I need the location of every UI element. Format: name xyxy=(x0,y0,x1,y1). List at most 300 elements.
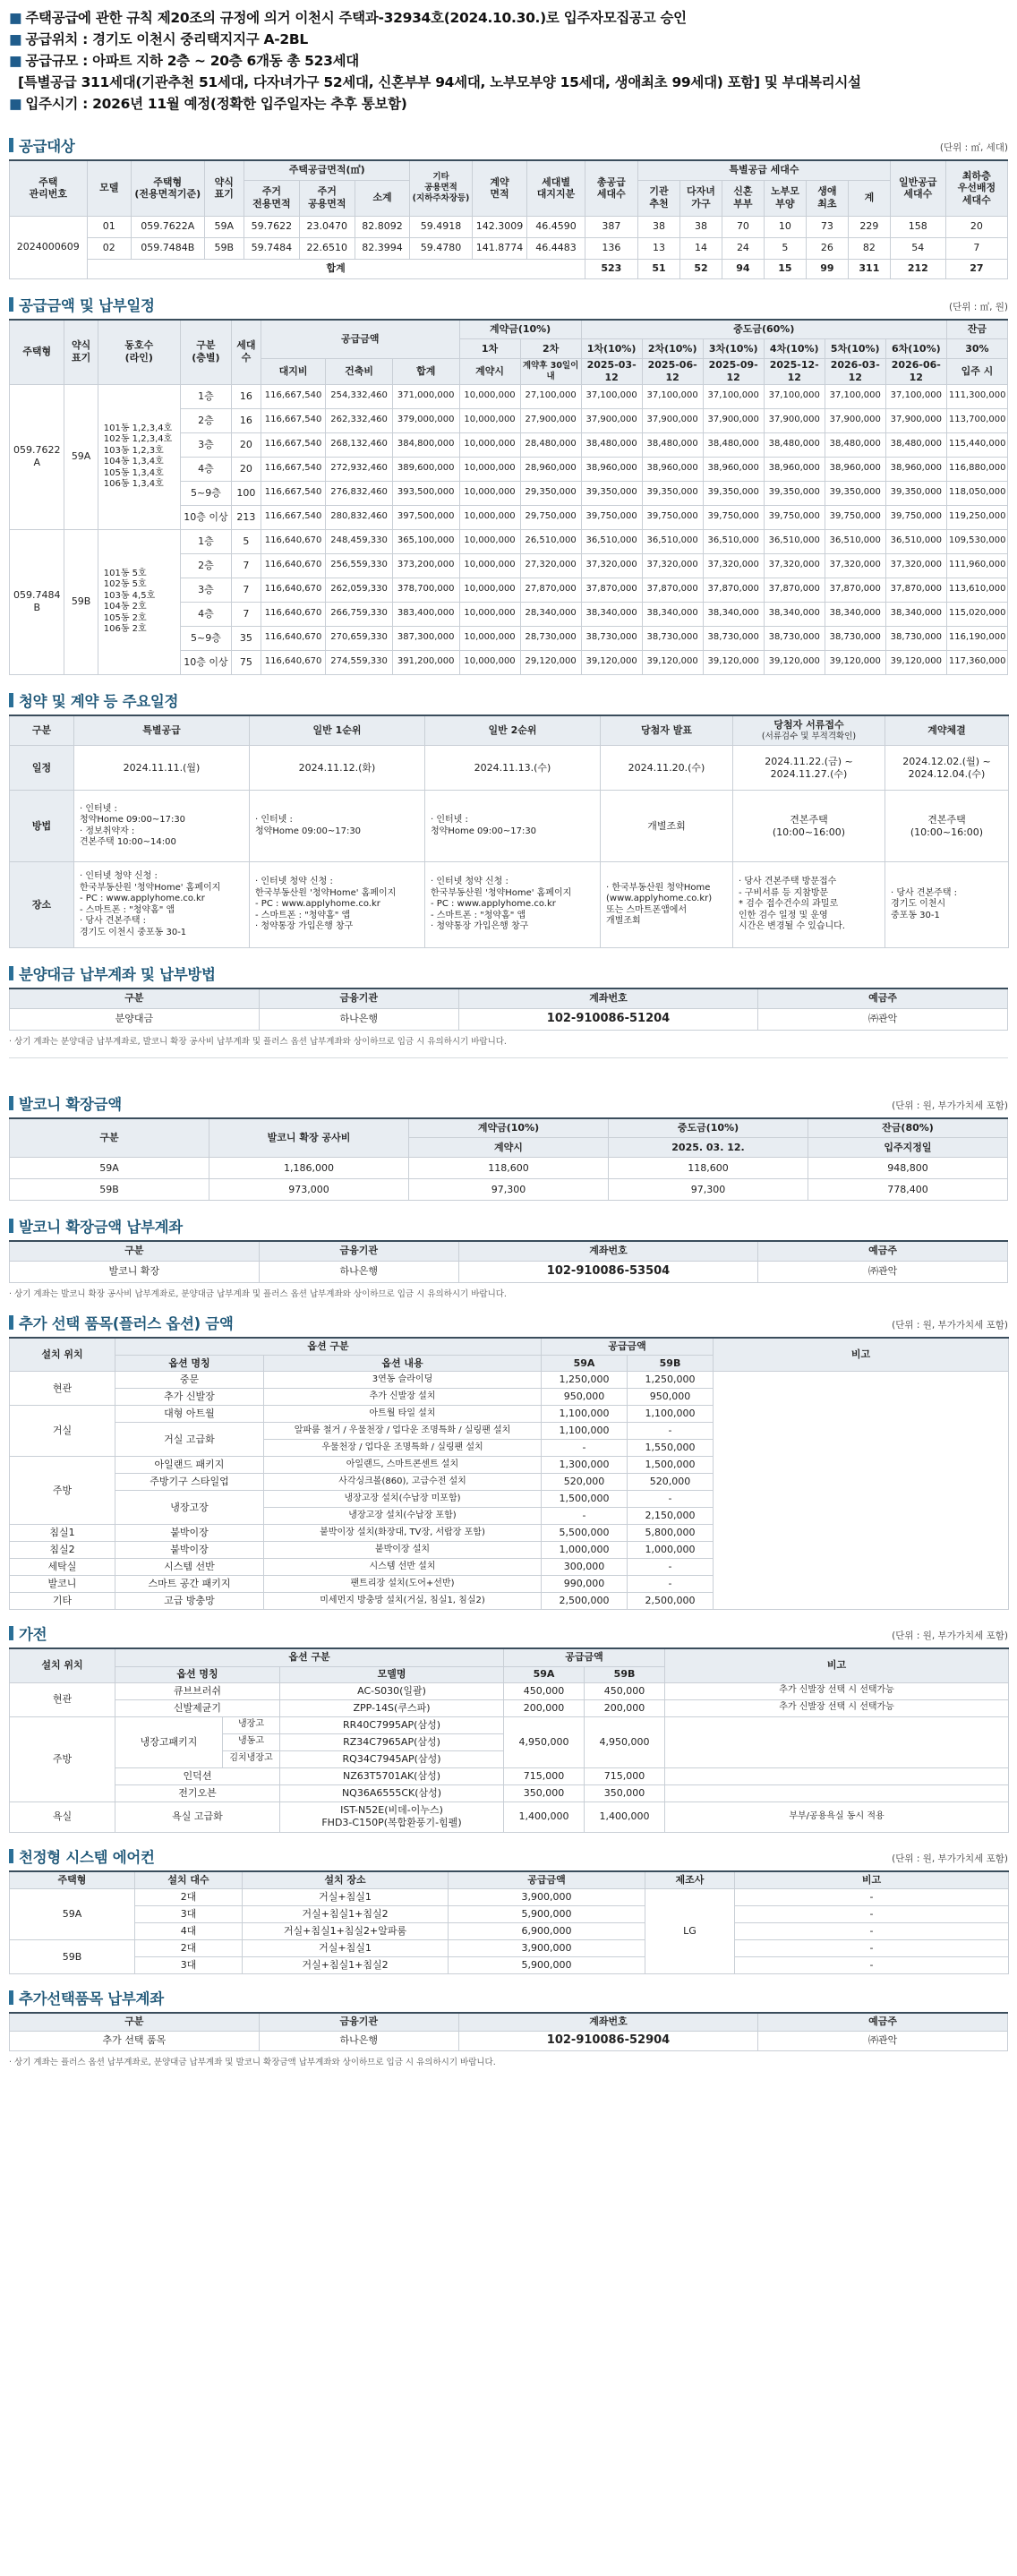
app-name: 욕실 고급화 xyxy=(115,1801,280,1832)
app-model: AC-S030(일괄) xyxy=(280,1682,504,1699)
account1-note: · 상기 계좌는 분양대금 납부계좌로, 발코니 확장 공사비 납부계좌 및 플러스 옵션 납부계좌와 상이하므로 입금 시 유의하시기 바랍니다. xyxy=(9,1036,507,1047)
ac-note: - xyxy=(735,1889,1009,1906)
pay-cell: 35 xyxy=(231,626,261,650)
acc3-holder: ㈜관악 xyxy=(758,2031,1008,2050)
opt-content: 붙박이장 설치 xyxy=(264,1542,542,1559)
supply-h-symbol: 약식 표기 xyxy=(204,160,244,216)
pay-cell: 20 xyxy=(231,432,261,457)
opt-h-group: 옵션 구분 xyxy=(115,1338,542,1356)
supply-h-exclusive: 주거 전용면적 xyxy=(244,180,300,216)
opt-price-b: 950,000 xyxy=(628,1389,714,1406)
options-title: 추가 선택 품목(플러스 옵션) 금액 xyxy=(9,1312,234,1333)
balcony-cell: 118,600 xyxy=(409,1158,609,1179)
opt-name: 아일랜드 패키지 xyxy=(115,1457,264,1474)
pay-cell: 10,000,000 xyxy=(459,384,520,408)
opt-price-a: - xyxy=(542,1440,628,1457)
acc1-h-number: 계좌번호 xyxy=(458,988,758,1008)
pay-cell: 2층 xyxy=(180,408,231,432)
pay-cell: 37,900,000 xyxy=(764,408,825,432)
opt-price-a: 520,000 xyxy=(542,1474,628,1491)
pay-cell: 39,120,000 xyxy=(703,650,764,674)
supply-cell: 141.8774 xyxy=(472,237,527,259)
payment-unit: (단위 : ㎡, 원) xyxy=(948,301,1008,312)
opt-price-a: 1,100,000 xyxy=(542,1406,628,1423)
pay-cell: 37,900,000 xyxy=(703,408,764,432)
pay-cell: 38,960,000 xyxy=(642,457,703,481)
supply-unit: (단위 : ㎡, 세대) xyxy=(939,142,1008,153)
ac-maker: LG xyxy=(645,1889,735,1974)
supply-cell: 13 xyxy=(638,237,680,259)
aircon-title: 천정형 시스템 에어컨 xyxy=(9,1845,155,1867)
opt-price-a: 950,000 xyxy=(542,1389,628,1406)
pay-cell: 113,610,000 xyxy=(946,578,1007,602)
sched-method-label: 방법 xyxy=(10,791,74,862)
ac-note: - xyxy=(735,1923,1009,1940)
supply-cell: 059.7484B xyxy=(131,237,204,259)
pay-cell: 39,350,000 xyxy=(703,481,764,505)
pay-cell: 389,600,000 xyxy=(392,457,459,481)
opt-h-a: 59A xyxy=(542,1356,628,1372)
sched-place-announce: · 한국부동산원 청약Home (www.applyhome.co.kr) 또는 스마트폰앱에서 개별조회 xyxy=(601,862,733,948)
ac-note: - xyxy=(735,1940,1009,1957)
intro-line-special: [특별공급 311세대(기관추천 51세대, 다자녀가구 52세대, 신혼부부 94세대, 노부모부양 15세대, 생애최초 99세대) 포함] 및 부대복리시설 xyxy=(18,74,861,90)
pay-cell: 38,340,000 xyxy=(642,602,703,626)
pay-cell: 7 xyxy=(231,578,261,602)
pay-h-dong: 동호수 (라인) xyxy=(98,320,180,385)
opt-name: 추가 신발장 xyxy=(115,1389,264,1406)
app-note: 추가 신발장 선택 시 선택가능 xyxy=(665,1682,1009,1699)
pay-h-bldg: 건축비 xyxy=(326,359,393,385)
pay-cell: 38,480,000 xyxy=(642,432,703,457)
supply-cell: 158 xyxy=(890,216,945,237)
pay-cell: 37,320,000 xyxy=(885,553,946,578)
pay-cell: 116,190,000 xyxy=(946,626,1007,650)
pay-cell: 39,120,000 xyxy=(581,650,642,674)
pay-cell: 37,100,000 xyxy=(581,384,642,408)
pay-cell: 7 xyxy=(231,602,261,626)
bal-h-dep: 계약금(10%) xyxy=(409,1118,609,1138)
divider xyxy=(9,1057,1008,1058)
pay-cell: 4층 xyxy=(180,602,231,626)
pay-cell: 391,200,000 xyxy=(392,650,459,674)
pay-dong: 101동 5호 102동 5호 103동 4,5호 104동 2호 105동 2호 106동 2호 xyxy=(98,529,180,674)
pay-h-m5: 5차(10%) xyxy=(825,339,885,359)
pay-cell: 38,730,000 xyxy=(581,626,642,650)
pay-h-d2: 2차 xyxy=(520,339,581,359)
balcony-cell: 1,186,000 xyxy=(209,1158,409,1179)
supply-h-special: 특별공급 세대수 xyxy=(638,160,891,180)
pay-cell: 20 xyxy=(231,457,261,481)
app-model: RR40C7995AP(삼성) xyxy=(280,1716,504,1733)
supply-cell: 54 xyxy=(890,237,945,259)
opt-loc: 침실2 xyxy=(10,1542,115,1559)
sched-date-docs: 2024.11.22.(금) ~ 2024.11.27.(수) xyxy=(733,746,885,791)
pay-cell: 38,340,000 xyxy=(764,602,825,626)
supply-cell: 59.4918 xyxy=(410,216,472,237)
app-price-b: 4,950,000 xyxy=(585,1716,665,1767)
pay-cell: 5~9층 xyxy=(180,626,231,650)
sched-method-docs: 견본주택 (10:00~16:00) xyxy=(733,791,885,862)
sched-date-announce: 2024.11.20.(수) xyxy=(601,746,733,791)
pay-cell: 7 xyxy=(231,553,261,578)
pay-cell: 29,350,000 xyxy=(520,481,581,505)
opt-name: 붙박이장 xyxy=(115,1525,264,1542)
pay-cell: 37,870,000 xyxy=(885,578,946,602)
sched-date-contract: 2024.12.02.(월) ~ 2024.12.04.(수) xyxy=(885,746,1009,791)
pay-cell: 378,700,000 xyxy=(392,578,459,602)
sched-method-second: · 인터넷 : 청약Home 09:00~17:30 xyxy=(425,791,601,862)
acc1-h-holder: 예금주 xyxy=(758,988,1008,1008)
opt-price-a: 1,300,000 xyxy=(542,1457,628,1474)
sched-place-special: · 인터넷 청약 신청 : 한국부동산원 '청약Home' 홈페이지 - PC : www.applyhome.co.kr - 스마트폰 : "청약홈" 앱 · 당사 견본주택 : 경기도 이천시 중포동 30-1 xyxy=(74,862,250,948)
supply-cell: 59B xyxy=(204,237,244,259)
pay-cell: 37,320,000 xyxy=(825,553,885,578)
balcony-cell: 778,400 xyxy=(808,1179,1008,1201)
supply-cell: 5 xyxy=(764,237,806,259)
supply-h-general: 일반공급 세대수 xyxy=(890,160,945,216)
opt-price-b: - xyxy=(628,1576,714,1593)
app-model: NQ36A6555CK(삼성) xyxy=(280,1784,504,1801)
bal-h-bal-s: 입주지정일 xyxy=(808,1138,1008,1158)
app-note: 추가 신발장 선택 시 선택가능 xyxy=(665,1699,1009,1716)
supply-cell: 26 xyxy=(806,237,848,259)
pay-cell: 39,120,000 xyxy=(764,650,825,674)
acc1-h-type: 구분 xyxy=(10,988,260,1008)
ac-price: 5,900,000 xyxy=(449,1957,645,1974)
opt-price-b: 1,100,000 xyxy=(628,1406,714,1423)
pay-h-m3: 3차(10%) xyxy=(703,339,764,359)
opt-name: 대형 아트월 xyxy=(115,1406,264,1423)
options-header xyxy=(9,1310,1008,1333)
pay-cell: 10층 이상 xyxy=(180,650,231,674)
opt-name: 중문 xyxy=(115,1372,264,1389)
pay-h-md1: 2025-03-12 xyxy=(581,359,642,385)
pay-cell: 5 xyxy=(231,529,261,553)
supply-table xyxy=(9,159,1008,279)
intro-line-scale: ■ 공급규모 : 아파트 지하 2층 ~ 20층 6개동 총 523세대 xyxy=(9,53,359,69)
pay-cell: 27,320,000 xyxy=(520,553,581,578)
acc1-holder: ㈜관악 xyxy=(758,1008,1008,1030)
pay-cell: 3층 xyxy=(180,578,231,602)
ac-h-maker: 제조사 xyxy=(645,1871,735,1889)
supply-h-mgmt: 주택 관리번호 xyxy=(10,160,88,216)
pay-cell: 213 xyxy=(231,505,261,529)
ac-h-type: 주택형 xyxy=(10,1871,135,1889)
pay-cell: 276,832,460 xyxy=(326,481,393,505)
opt-content: 시스템 선반 설치 xyxy=(264,1559,542,1576)
account3-title: 추가선택품목 납부계좌 xyxy=(9,1987,164,2008)
app-price-a: 4,950,000 xyxy=(504,1716,585,1767)
pay-cell: 379,000,000 xyxy=(392,408,459,432)
ac-note: - xyxy=(735,1906,1009,1923)
bal-h-mid-s: 2025. 03. 12. xyxy=(609,1138,808,1158)
supply-h-land: 세대별 대지지분 xyxy=(527,160,585,216)
options-table xyxy=(9,1337,1009,1611)
opt-price-b: 1,500,000 xyxy=(628,1457,714,1474)
supply-total-cell: 99 xyxy=(806,259,848,278)
pay-cell: 116,667,540 xyxy=(261,481,325,505)
opt-h-content: 옵션 내용 xyxy=(264,1356,542,1372)
pay-cell: 39,120,000 xyxy=(825,650,885,674)
supply-h-subtotal: 소계 xyxy=(355,180,410,216)
opt-price-a: 1,100,000 xyxy=(542,1423,628,1440)
ac-place: 거실+침실1+침실2 xyxy=(243,1906,449,1923)
opt-content: 우물천장 / 업다운 조명특화 / 실링팬 설치 xyxy=(264,1440,542,1457)
pay-cell: 37,100,000 xyxy=(703,384,764,408)
sched-date-special: 2024.11.11.(월) xyxy=(74,746,250,791)
app-price-a: 1,400,000 xyxy=(504,1801,585,1832)
pay-cell: 262,332,460 xyxy=(326,408,393,432)
app-sub: 냉장고 xyxy=(223,1716,280,1733)
supply-cell: 38 xyxy=(679,216,722,237)
pay-cell: 37,320,000 xyxy=(764,553,825,578)
pay-cell: 10,000,000 xyxy=(459,626,520,650)
pay-cell: 29,120,000 xyxy=(520,650,581,674)
pay-h-md4: 2025-12-12 xyxy=(764,359,825,385)
pay-cell: 10,000,000 xyxy=(459,432,520,457)
opt-price-b: - xyxy=(628,1491,714,1508)
schedule-title: 청약 및 계약 등 주요일정 xyxy=(9,689,178,711)
pay-h-d1s: 계약시 xyxy=(459,359,520,385)
pay-cell: 37,100,000 xyxy=(642,384,703,408)
ac-count: 3대 xyxy=(135,1906,243,1923)
pay-cell: 37,900,000 xyxy=(642,408,703,432)
opt-name: 스마트 공간 패키지 xyxy=(115,1576,264,1593)
app-name: 큐브브러쉬 xyxy=(115,1682,280,1699)
pay-cell: 37,900,000 xyxy=(581,408,642,432)
app-h-price: 공급금액 xyxy=(504,1648,665,1666)
account2-header xyxy=(9,1213,1008,1237)
opt-h-loc: 설치 위치 xyxy=(10,1338,115,1372)
pay-cell: 116,640,670 xyxy=(261,650,325,674)
pay-cell: 26,510,000 xyxy=(520,529,581,553)
acc3-h-type: 구분 xyxy=(10,2013,260,2031)
pay-cell: 393,500,000 xyxy=(392,481,459,505)
sched-h-type: 구분 xyxy=(10,715,74,746)
intro-line-approval: ■ 주택공급에 관한 규칙 제20조의 규정에 의거 이천시 주택과-32934호(2024.10.30.)로 입주자모집공고 승인 xyxy=(9,10,687,26)
opt-name: 냉장고장 xyxy=(115,1491,264,1525)
ac-place: 거실+침실1 xyxy=(243,1940,449,1957)
opt-name: 주방기구 스타일업 xyxy=(115,1474,264,1491)
pay-h-md3: 2025-09-12 xyxy=(703,359,764,385)
pay-cell: 10,000,000 xyxy=(459,408,520,432)
pay-cell: 38,730,000 xyxy=(825,626,885,650)
pay-cell: 10,000,000 xyxy=(459,553,520,578)
pay-h-symbol: 약식 표기 xyxy=(64,320,98,385)
pay-cell: 16 xyxy=(231,408,261,432)
acc3-h-bank: 금융기관 xyxy=(259,2013,458,2031)
pay-cell: 262,059,330 xyxy=(326,578,393,602)
sched-method-special: · 인터넷 : 청약Home 09:00~17:30 · 정보취약자 : 견본주택 10:00~14:00 xyxy=(74,791,250,862)
appliances-unit: (단위 : 원, 부가가치세 포함) xyxy=(892,1630,1008,1641)
ac-h-price: 공급금액 xyxy=(449,1871,645,1889)
opt-content: 붙박이장 설치(화장대, TV장, 서랍장 포함) xyxy=(264,1525,542,1542)
acc3-type: 추가 선택 품목 xyxy=(10,2031,260,2050)
account2-table xyxy=(9,1240,1008,1283)
pay-cell: 10,000,000 xyxy=(459,481,520,505)
pay-cell: 116,667,540 xyxy=(261,457,325,481)
supply-h-inst: 기관 추천 xyxy=(638,180,680,216)
pay-cell: 37,870,000 xyxy=(764,578,825,602)
ac-type: 59A xyxy=(10,1889,135,1940)
ac-price: 6,900,000 xyxy=(449,1923,645,1940)
supply-cell: 73 xyxy=(806,216,848,237)
supply-cell: 7 xyxy=(945,237,1007,259)
acc1-bank: 하나은행 xyxy=(259,1008,458,1030)
opt-price-a: 2,500,000 xyxy=(542,1593,628,1610)
pay-cell: 3층 xyxy=(180,432,231,457)
pay-cell: 37,900,000 xyxy=(885,408,946,432)
pay-cell: 39,350,000 xyxy=(642,481,703,505)
ac-count: 4대 xyxy=(135,1923,243,1940)
supply-h-type: 주택형 (전용면적기준) xyxy=(131,160,204,216)
ac-place: 거실+침실1+침실2+알파룸 xyxy=(243,1923,449,1940)
appliances-header xyxy=(9,1621,1008,1644)
ac-price: 3,900,000 xyxy=(449,1940,645,1957)
pay-cell: 39,750,000 xyxy=(825,505,885,529)
acc2-holder: ㈜관악 xyxy=(758,1261,1008,1282)
pay-cell: 37,100,000 xyxy=(825,384,885,408)
pay-cell: 36,510,000 xyxy=(764,529,825,553)
bal-h-type: 구분 xyxy=(10,1118,209,1158)
pay-cell: 38,480,000 xyxy=(764,432,825,457)
pay-cell: 10,000,000 xyxy=(459,578,520,602)
pay-cell: 37,320,000 xyxy=(581,553,642,578)
supply-h-sum: 계 xyxy=(848,180,890,216)
acc3-h-number: 계좌번호 xyxy=(458,2013,758,2031)
account1-header xyxy=(9,961,1008,984)
balcony-cell: 97,300 xyxy=(409,1179,609,1201)
opt-content: 알파룸 철거 / 우물천장 / 업다운 조명특화 / 실링팬 설치 xyxy=(264,1423,542,1440)
app-name: 신발제균기 xyxy=(115,1699,280,1716)
pay-h-bal-when: 입주 시 xyxy=(946,359,1007,385)
account3-table xyxy=(9,2012,1008,2051)
pay-cell: 4층 xyxy=(180,457,231,481)
ac-count: 2대 xyxy=(135,1889,243,1906)
opt-price-a: 1,500,000 xyxy=(542,1491,628,1508)
opt-h-name: 옵션 명칭 xyxy=(115,1356,264,1372)
supply-cell: 59.4780 xyxy=(410,237,472,259)
supply-cell: 142.3009 xyxy=(472,216,527,237)
pay-cell: 37,870,000 xyxy=(825,578,885,602)
sched-date-first: 2024.11.12.(화) xyxy=(250,746,425,791)
account3-header xyxy=(9,1985,1008,2008)
pay-cell: 28,480,000 xyxy=(520,432,581,457)
account2-note: · 상기 계좌는 발코니 확장 공사비 납부계좌로, 분양대금 납부계좌 및 플러스 옵션 납부계좌와 상이하므로 입금 시 유의하시기 바랍니다. xyxy=(9,1288,507,1299)
pay-h-sum: 합계 xyxy=(392,359,459,385)
balcony-unit: (단위 : 원, 부가가치세 포함) xyxy=(892,1100,1008,1111)
supply-cell: 59A xyxy=(204,216,244,237)
opt-price-a: 300,000 xyxy=(542,1559,628,1576)
payment-header xyxy=(9,292,1008,315)
acc2-type: 발코니 확장 xyxy=(10,1261,260,1282)
supply-h-model: 모델 xyxy=(87,160,131,216)
pay-cell: 36,510,000 xyxy=(825,529,885,553)
pay-cell: 39,750,000 xyxy=(885,505,946,529)
sched-h-second: 일반 2순위 xyxy=(425,715,601,746)
pay-cell: 39,750,000 xyxy=(581,505,642,529)
pay-cell: 38,960,000 xyxy=(581,457,642,481)
pay-h-land: 대지비 xyxy=(261,359,325,385)
ac-h-count: 설치 대수 xyxy=(135,1871,243,1889)
aircon-header xyxy=(9,1844,1008,1867)
pay-cell: 1층 xyxy=(180,529,231,553)
opt-price-a: - xyxy=(542,1508,628,1525)
pay-cell: 36,510,000 xyxy=(885,529,946,553)
supply-total-cell: 52 xyxy=(679,259,722,278)
opt-content: 추가 신발장 설치 xyxy=(264,1389,542,1406)
pay-cell: 38,960,000 xyxy=(764,457,825,481)
app-model: NZ63T5701AK(삼성) xyxy=(280,1767,504,1784)
opt-price-b: 1,550,000 xyxy=(628,1440,714,1457)
pay-cell: 268,132,460 xyxy=(326,432,393,457)
supply-cell: 136 xyxy=(585,237,637,259)
supply-h-prio: 최하층 우선배정 세대수 xyxy=(945,160,1007,216)
opt-price-b: 520,000 xyxy=(628,1474,714,1491)
app-model: RQ34C7945AP(삼성) xyxy=(280,1750,504,1767)
pay-cell: 387,300,000 xyxy=(392,626,459,650)
opt-h-note: 비고 xyxy=(714,1338,1009,1372)
acc2-number: 102-910086-53504 xyxy=(458,1261,758,1282)
app-price-b: 350,000 xyxy=(585,1784,665,1801)
pay-cell: 248,459,330 xyxy=(326,529,393,553)
acc3-bank: 하나은행 xyxy=(259,2031,458,2050)
pay-cell: 383,400,000 xyxy=(392,602,459,626)
pay-cell: 272,932,460 xyxy=(326,457,393,481)
sched-date-label: 일정 xyxy=(10,746,74,791)
ac-count: 3대 xyxy=(135,1957,243,1974)
opt-content: 아트월 타일 설치 xyxy=(264,1406,542,1423)
acc2-h-number: 계좌번호 xyxy=(458,1241,758,1261)
app-h-model: 모델명 xyxy=(280,1666,504,1682)
acc3-number: 102-910086-52904 xyxy=(458,2031,758,2050)
app-price-a: 350,000 xyxy=(504,1784,585,1801)
pay-cell: 39,350,000 xyxy=(764,481,825,505)
pay-cell: 27,870,000 xyxy=(520,578,581,602)
opt-price-b: 2,150,000 xyxy=(628,1508,714,1525)
app-note xyxy=(665,1784,1009,1801)
acc1-h-bank: 금융기관 xyxy=(259,988,458,1008)
pay-cell: 266,759,330 xyxy=(326,602,393,626)
pay-cell: 38,480,000 xyxy=(885,432,946,457)
supply-total-cell: 523 xyxy=(585,259,637,278)
pay-h-bal-pct: 30% xyxy=(946,339,1007,359)
sched-place-label: 장소 xyxy=(10,862,74,948)
pay-cell: 280,832,460 xyxy=(326,505,393,529)
pay-cell: 38,340,000 xyxy=(703,602,764,626)
sched-h-announce: 당첨자 발표 xyxy=(601,715,733,746)
opt-loc: 현관 xyxy=(10,1372,115,1406)
pay-cell: 38,730,000 xyxy=(703,626,764,650)
acc2-h-bank: 금융기관 xyxy=(259,1241,458,1261)
app-price-b: 450,000 xyxy=(585,1682,665,1699)
pay-cell: 38,480,000 xyxy=(581,432,642,457)
supply-h-contract: 계약 면적 xyxy=(472,160,527,216)
pay-cell: 36,510,000 xyxy=(703,529,764,553)
app-price-a: 450,000 xyxy=(504,1682,585,1699)
pay-cell: 5~9층 xyxy=(180,481,231,505)
account1-table xyxy=(9,988,1008,1031)
acc3-h-holder: 예금주 xyxy=(758,2013,1008,2031)
pay-cell: 36,510,000 xyxy=(581,529,642,553)
pay-cell: 27,900,000 xyxy=(520,408,581,432)
sched-h-special: 특별공급 xyxy=(74,715,250,746)
opt-loc: 세탁실 xyxy=(10,1559,115,1576)
pay-cell: 37,320,000 xyxy=(642,553,703,578)
pay-cell: 38,730,000 xyxy=(885,626,946,650)
intro-block xyxy=(9,7,1008,115)
opt-loc: 기타 xyxy=(10,1593,115,1610)
